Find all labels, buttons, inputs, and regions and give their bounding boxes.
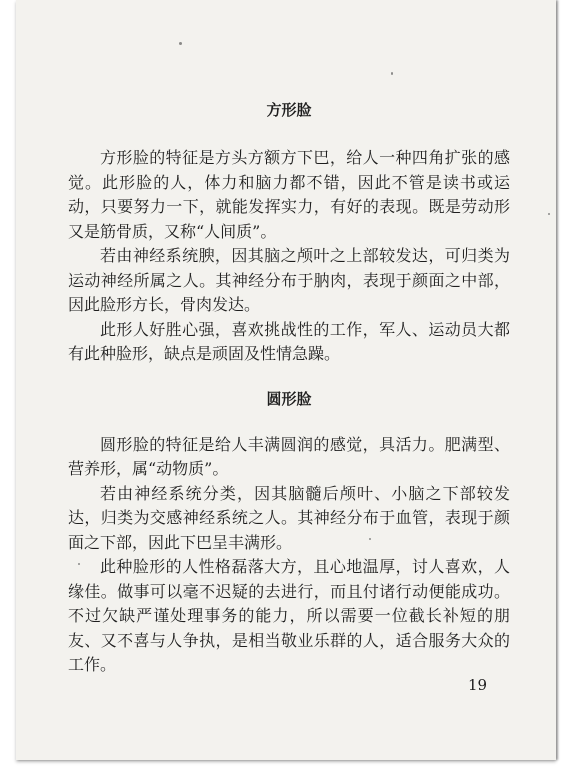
paragraph: 此种脸形的人性格磊落大方，且心地温厚，讨人喜欢，人缘佳。做事可以毫不迟疑的去进行，而且付诸行动便能成功。不过欠缺严谨处理事务的能力，所以需要一位截长补短的朋友、又不喜与人争执，是相当敬业乐群的人，适合服务大众的工作。: [68, 557, 510, 674]
paper-speck: [391, 72, 393, 75]
page-number: 19: [468, 676, 488, 694]
paper-speck: [78, 563, 80, 565]
paper-speck: [369, 538, 371, 540]
paragraph: 圆形脸的特征是给人丰满圆润的感觉，具活力。肥满型、营养形，属“动物质”。: [68, 434, 510, 478]
paper-speck: [548, 213, 550, 215]
page-content: [68, 98, 510, 678]
paragraph: 此形人好胜心强，喜欢挑战性的工作，军人、运动员大都有此种脸形，缺点是顽固及性情急躁。: [68, 319, 510, 363]
book-page: [16, 0, 556, 760]
paper-speck: [179, 42, 182, 45]
paragraph: 若由神经系统分类，因其脑髓后颅叶、小脑之下部较发达，归类为交感神经系统之人。其神经分布于血管，表现于颜面之下部，因此下巴呈丰满形。: [68, 483, 510, 552]
paragraph: 方形脸的特征是方头方额方下巴，给人一种四角扩张的感觉。此形脸的人，体力和脑力都不错，因此不管是读书或运动，只要努力一下，就能发挥实力，有好的表现。既是劳动形又是筋骨质，又称“人间质”。: [68, 148, 510, 241]
section-title-square-face: 方形脸: [266, 101, 312, 119]
section-title-round-face: 圆形脸: [266, 389, 312, 408]
paragraph: 若由神经系统腴，因其脑之颅叶之上部较发达，可归类为运动神经所属之人。其神经分布于肭肉，表现于颜面之中部，因此脸形方长，骨肉发达。: [68, 246, 510, 314]
